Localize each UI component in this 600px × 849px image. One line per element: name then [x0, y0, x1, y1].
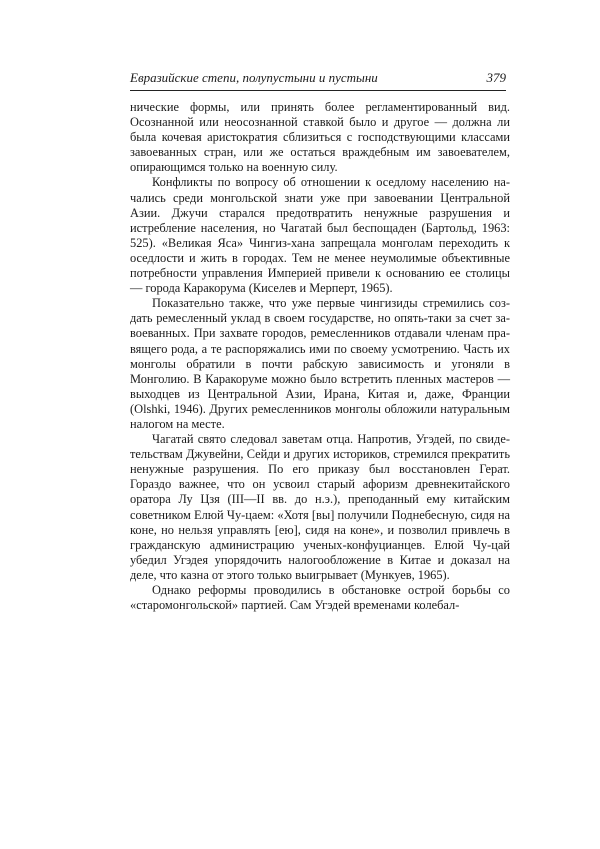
- paragraph-craftsmen: Показательно также, что уже первые чингизиды стремились создать ремесленный уклад в своем государстве, но опять-таки за счет завоеванных. При захвате городов, ремесленников отдавали членам правящего рода, а те распоряжались ими по своему усмотрению. Часть их монголы обратили в почти рабскую зависимость и угоняли в Монголию. В Каракоруме можно было встретить пленных мастеров — выходцев из Центральной Азии, Ирана, Китая и, даже, Франции (Olshki, 1946). Других ремесленников монголы обложили натуральным налогом на месте.: [130, 296, 510, 431]
- running-header: [130, 68, 506, 91]
- body-text: [130, 100, 510, 613]
- paragraph-conflicts: Конфликты по вопросу об отношении к оседлому населению начались среди монгольской знати уже при завоевании Центральной Азии. Джучи старался предотвратить ненужные разрушения и истребление населения, но Чагатай был беспощаден (Бартольд, 1963: 525). «Великая Яса» Чингиз-хана запрещала монголам переходить к оседлости и жить в городах. Тем не менее неумолимые объективные потребности управления Империей привели к основанию ее столицы — города Каракорума (Киселев и Мерперт, 1965).: [130, 175, 510, 296]
- page-number: 379: [486, 70, 506, 85]
- paragraph-chagatai-ugedei: Чагатай свято следовал заветам отца. Напротив, Угэдей, по свидетельствам Джувейни, Сейди и других историков, стремился прекратить ненужные разрушения. По его приказу был восстановлен Герат. Гораздо важнее, что он усвоил старый афоризм древнекитайского оратора Лу Цзя (III—II вв. до н.э.), преподанный ему китайским советником Елюй Чу-цаем: «Хотя [вы] получили Поднебесную, сидя на коне, но нельзя управлять [ею], сидя на коне», и позволил привлечь в гражданскую администрацию ученых-конфуцианцев. Елюй Чу-цай убедил Угэдея упорядочить налогообложение в Китае и доказал на деле, что казна от этого только выигрывает (Мункуев, 1965).: [130, 432, 510, 582]
- paragraph-continued: нические формы, или принять более регламентированный вид. Осознанной или неосознанной ставкой было и другое — должна ли была кочевая аристократия сблизиться с господствующими классами завоеванных стран, или же остаться враждебным им завоевателем, опирающимся только на военную силу.: [130, 100, 510, 175]
- paragraph-reforms: Однако реформы проводились в обстановке острой борьбы со «старомонгольской» партией. Сам Угэдей временами колебал-: [130, 583, 510, 613]
- running-title: Евразийские степи, полупустыни и пустыни: [130, 70, 378, 85]
